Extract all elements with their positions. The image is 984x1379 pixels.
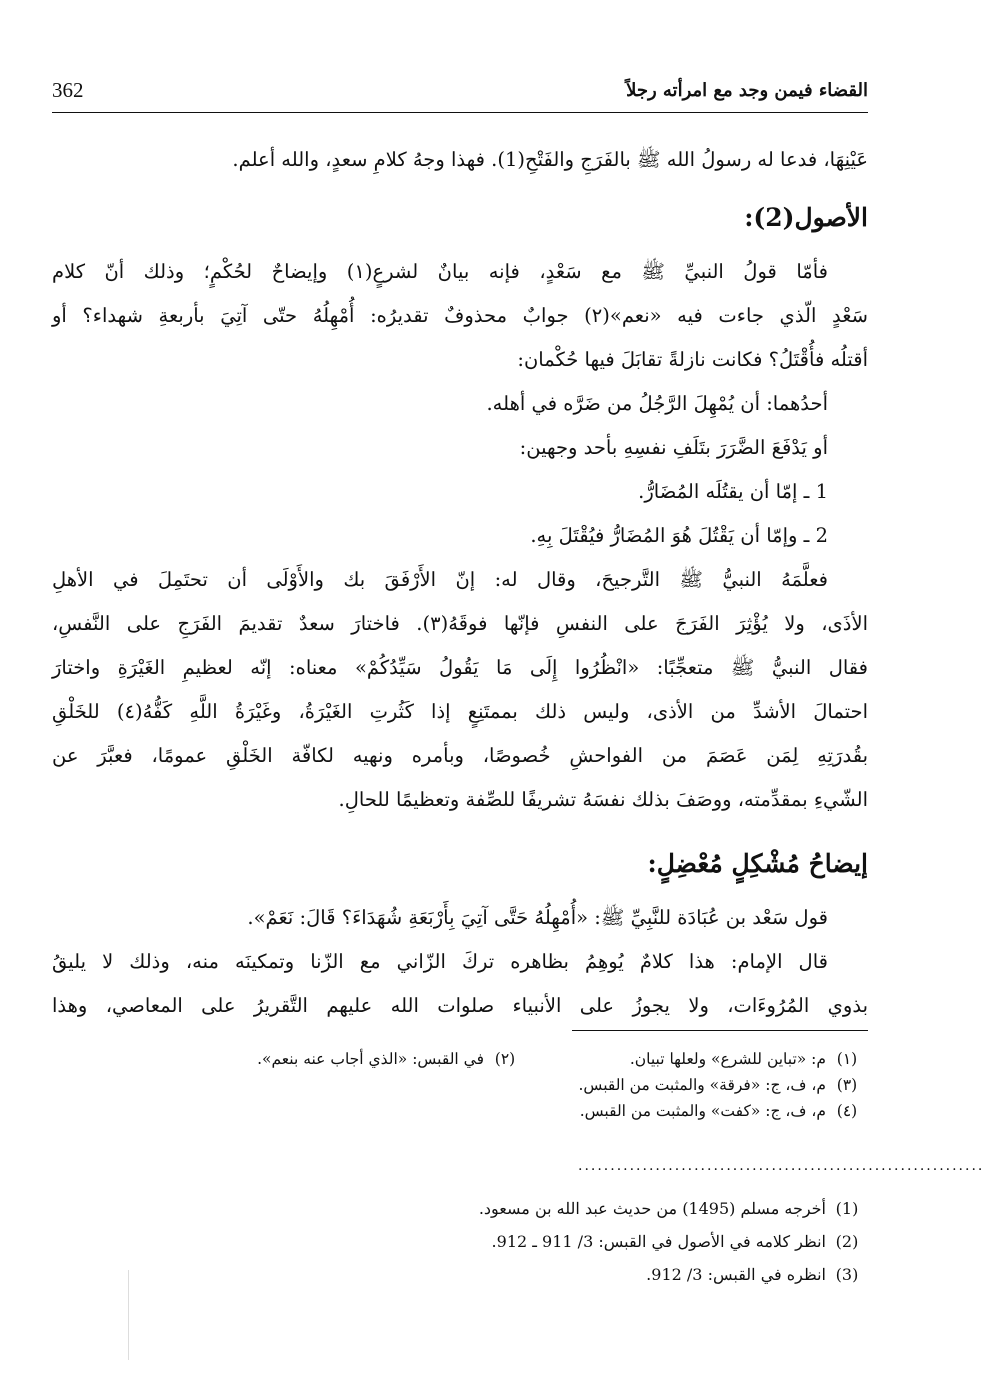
footnote-row [52,1098,868,1124]
footnote-row [52,1046,868,1072]
text-line: الشّيءِ بمقدِّمته، ووصَفَ بذلك نفسَهُ تشريفًا للصِّفة وتعظيمًا للحالِ. [338,788,868,811]
footnote-number: (٤) [836,1102,858,1120]
section-heading-mushkil: إيضاحُ مُشْكِلٍ مُعْضِلٍ: [647,849,868,878]
footnote-number: (3) [835,1265,859,1284]
section-heading-usul: الأصول(2): [744,203,868,232]
text-line: بذوي المُرُوءَات، ولا يجوزُ على الأنبياء صلوات الله عليهم التَّقريرُ على المعاصي، وهذا [52,994,868,1017]
footnote-text: م، ف، ج: «فرقة» والمثبت من القبس. [578,1076,826,1094]
quote-line: قول سَعْد بن عُبَادَة للنَّبِيِّ ﷺ: «أُمْهِلُهُ حَتَّى آتِيَ بِأَرْبَعَةِ شُهَدَاءَ؟ قَالَ: نَعَمْ». [247,906,828,929]
editor-footnotes [52,1046,868,1124]
text-line: أقتلُه فأُقْتَلُ؟ فكانت نازلةً تقابَلَ فيها حُكْمان: [517,348,868,371]
text-line: سَعْدٍ الّذي جاءت فيه «نعم»(٢) جوابٌ محذوفٌ تقديرُه: أُمْهِلُهُ حتّى آتِيَ بأربعةِ شهداء؟ أو [52,304,868,327]
footnote-number: (1) [835,1199,859,1218]
list-item: أحدُهما: أن يُمْهِلَ الرَّجُلُ من ضَرَّه في أهله. [486,392,828,415]
text-line: عَيْنِهَا، فدعا له رسولُ الله ﷺ بالفَرَجِ والفَتْحِ(1). فهذا وجهُ كلامِ سعدٍ، والله أعلم. [232,148,868,171]
footnote-row [52,1072,868,1098]
footnote-text: انظره في القبس: 3/ 912. [646,1265,826,1284]
footnote-text: انظر كلامه في الأصول في القبس: 3/ 911 ـ 912. [491,1232,826,1251]
list-item: أو يَدْفَعَ الضَّرَرَ بتَلَفِ نفسِهِ بأحد وجهين: [519,436,828,459]
text-line: فعلَّمَهُ النبيُّ ﷺ التَّرجيحَ، وقال له: إنّ الأَرْفَقَ بك والأَوْلَى أن تحتَمِلَ في الأهلِ [52,568,828,591]
footnote-text: في القبس: «الذي أجاب عنه بنعم». [257,1050,484,1068]
footnote-row [52,1225,868,1258]
text-line: احتمالَ الأشدِّ من الأذى، وليس ذلك بممتَنِعٍ إذا كَثُرتِ الغَيْرَةُ، وغَيْرَةُ اللَّهِ كَفُّهُ(٤) للخَلْقِ [52,700,869,723]
footnote-row [52,1192,868,1225]
footnote-row [52,1258,868,1291]
footnote-text: م، ف، ج: «كفت» والمثبت من القبس. [579,1102,826,1120]
source-footnotes [52,1192,868,1291]
header-rule [52,112,868,113]
footnote-number: (2) [835,1232,859,1251]
text-line: الأذَى، ولا يُؤْثِرَ الفَرَجَ على النفسِ فإنّها فوقَهُ(٣). فاختارَ سعدٌ تقديمَ الفَرَجِ على النَّفسِ، [52,612,868,635]
scan-artifact-line [128,1270,129,1360]
text-line: فقال النبيُّ ﷺ متعجِّبًا: «انْظُرُوا إِلَى مَا يَقُولُ سَيِّدُكُمْ» معناه: إنّه لعظيمِ الغَيْرَةِ واختارَ [52,656,868,679]
footnote-number: (١) [836,1050,858,1068]
footnote-number: (٣) [836,1076,858,1094]
dotted-separator: ............................................................... [578,1158,984,1174]
text-line: قال الإمام: هذا كلامٌ يُوهِمُ بظاهره تركَ الزّاني مع الزّنا وتمكينَه منه، وذلك لا يليقُ [52,950,828,973]
text-line: بقُدرَتِهِ لِمَن عَصَمَ من الفواحشِ خُصوصًا، وبأمره ونهيه لكافّة الخَلْقِ عمومًا، فعبَّرَ عن [52,744,868,767]
page-number: 362 [52,78,84,102]
list-item: 1 ـ إمّا أن يقتُلَه المُضَارُّ. [638,480,828,503]
list-item: 2 ـ وإمّا أن يَقْتُلَ هُوَ المُضَارُّ فيُقْتَلَ بِهِ. [530,524,828,547]
footnote-text: أخرجه مسلم (1495) من حديث عبد الله بن مسعود. [478,1199,826,1218]
running-title: القضاء فيمن وجد مع امرأته رجلاً [626,80,868,101]
main-text [52,138,868,1028]
page-header [52,78,868,112]
footnote-rule [572,1030,868,1031]
footnote-number: (٢) [494,1050,516,1068]
footnote-text: م: «تباين للشرع» ولعلها تبيان. [629,1050,826,1068]
text-line: فأمّا قولُ النبيِّ ﷺ مع سَعْدٍ، فإنه بيانٌ لشرعٍ(١) وإيضاحٌ لحُكْمٍ؛ وذلك أنّ كلام [52,260,828,283]
